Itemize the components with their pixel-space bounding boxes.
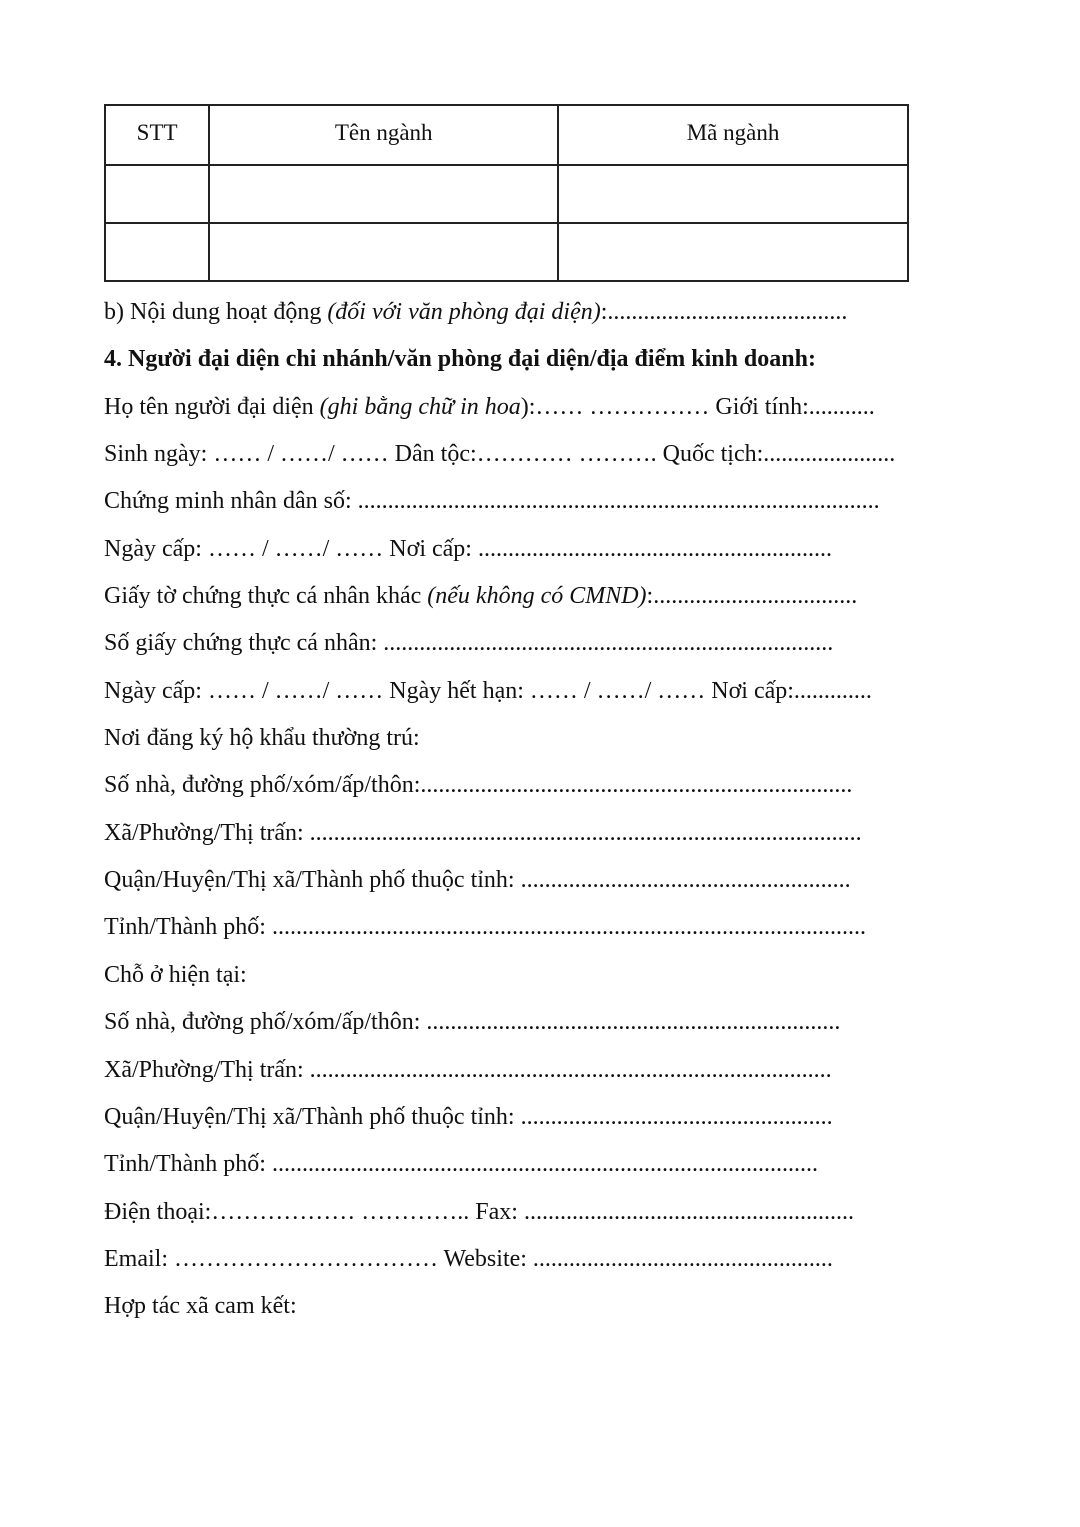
- industry-table: [104, 104, 909, 282]
- table-cell[interactable]: [209, 165, 558, 223]
- form-line-text: b) Nội dung hoạt động: [104, 299, 328, 325]
- form-line-text: Email: …………………………… Website: ..................................................: [104, 1246, 833, 1272]
- form-line-text: :........................................: [600, 299, 848, 325]
- form-line: [104, 1149, 818, 1179]
- form-line-text: Quận/Huyện/Thị xã/Thành phố thuộc tỉnh: .......................................................: [104, 867, 851, 893]
- form-line-text: Sinh ngày: …… / ……/ …… Dân tộc:………… ………. Quốc tịch:......................: [104, 441, 896, 467]
- form-line: [104, 297, 847, 327]
- form-line: [104, 912, 866, 942]
- form-line: [104, 392, 875, 422]
- form-line: [104, 439, 895, 469]
- form-line-text: ):…… …………… Giới tính:...........: [520, 394, 875, 420]
- form-line-text: Số nhà, đường phố/xóm/ấp/thôn:........................................................................: [104, 772, 853, 798]
- form-line-text: Chứng minh nhân dân số: .......................................................................................: [104, 488, 880, 514]
- form-line: [104, 770, 852, 800]
- table-cell[interactable]: [558, 165, 908, 223]
- form-line-text: 4. Người đại diện chi nhánh/văn phòng đại diện/địa điểm kinh doanh:: [104, 346, 816, 372]
- table-cell[interactable]: [209, 223, 558, 281]
- form-line: [104, 723, 420, 753]
- form-line-note: (nếu không có CMND): [427, 583, 647, 609]
- form-line: [104, 818, 862, 848]
- form-line: [104, 581, 857, 611]
- form-line: [104, 486, 880, 516]
- table-cell[interactable]: [105, 223, 209, 281]
- form-line: [104, 534, 832, 564]
- form-line-text: Xã/Phường/Thị trấn: ............................................................................................: [104, 820, 862, 846]
- form-line: [104, 1291, 297, 1321]
- form-line: [104, 1102, 833, 1132]
- table-row: [105, 223, 908, 281]
- form-line: [104, 865, 851, 895]
- form-line-note: (ghi bằng chữ in hoa: [319, 394, 521, 420]
- form-line: [104, 1244, 833, 1274]
- form-line: [104, 344, 816, 374]
- header-industry-code: Mã ngành: [558, 105, 908, 165]
- table-cell[interactable]: [105, 165, 209, 223]
- form-line-text: Nơi đăng ký hộ khẩu thường trú:: [104, 725, 420, 751]
- header-industry-name: Tên ngành: [209, 105, 558, 165]
- form-line-text: Chỗ ở hiện tại:: [104, 962, 247, 988]
- form-line-text: :..................................: [646, 583, 858, 609]
- form-line-text: Điện thoại:……………… ………….. Fax: .......................................................: [104, 1199, 854, 1225]
- form-line-text: Ngày cấp: …… / ……/ …… Nơi cấp: ...........................................................: [104, 536, 832, 562]
- table-row: [105, 165, 908, 223]
- form-line: [104, 960, 247, 990]
- table-cell[interactable]: [558, 223, 908, 281]
- form-line-text: Xã/Phường/Thị trấn: .......................................................................................: [104, 1057, 832, 1083]
- form-line: [104, 1055, 832, 1085]
- form-line: [104, 1007, 840, 1037]
- form-line-text: Quận/Huyện/Thị xã/Thành phố thuộc tỉnh: ....................................................: [104, 1104, 833, 1130]
- form-line-note: (đối với văn phòng đại diện): [327, 299, 601, 325]
- form-line-text: Tỉnh/Thành phố: ...........................................................................................: [104, 1151, 818, 1177]
- form-line: [104, 628, 833, 658]
- form-line-text: Họ tên người đại diện: [104, 394, 320, 420]
- form-line-text: Số giấy chứng thực cá nhân: ...........................................................................: [104, 630, 834, 656]
- form-line-text: Giấy tờ chứng thực cá nhân khác: [104, 583, 428, 609]
- form-line: [104, 676, 872, 706]
- header-stt: STT: [105, 105, 209, 165]
- form-line: [104, 1197, 854, 1227]
- form-line-text: Hợp tác xã cam kết:: [104, 1293, 297, 1319]
- form-line-text: Số nhà, đường phố/xóm/ấp/thôn: .....................................................................: [104, 1009, 841, 1035]
- table-header-row: [105, 105, 908, 165]
- form-line-text: Ngày cấp: …… / ……/ …… Ngày hết hạn: …… / ……/ …… Nơi cấp:.............: [104, 678, 872, 704]
- form-line-text: Tỉnh/Thành phố: ...................................................................................................: [104, 914, 866, 940]
